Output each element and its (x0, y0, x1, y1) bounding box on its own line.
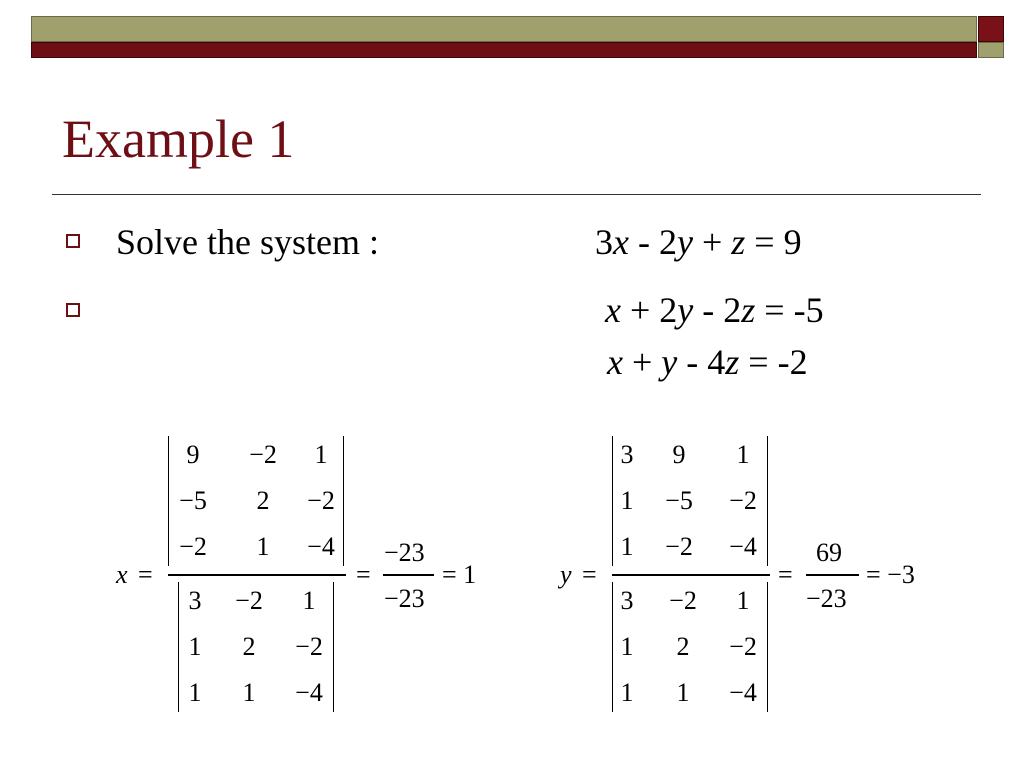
title-divider (52, 194, 981, 195)
fraction-bar (806, 574, 859, 576)
fraction-numerator: 69 (816, 538, 842, 567)
bullet-square-icon (66, 303, 80, 317)
matrix-cell: 1 (314, 440, 328, 469)
matrix-cell: −2 (249, 440, 277, 469)
matrix-cell: −2 (295, 632, 323, 661)
header-olive-square (978, 42, 1004, 58)
variable-y: y (560, 560, 572, 589)
matrix-cell: 1 (736, 440, 750, 469)
matrix-cell: 1 (620, 486, 634, 515)
matrix-cell: −4 (729, 532, 757, 561)
denominator-determinant (178, 582, 334, 712)
matrix-cell: 3 (620, 440, 634, 469)
matrix-cell: 9 (186, 440, 200, 469)
matrix-cell: 1 (736, 586, 750, 615)
matrix-cell: 1 (242, 678, 256, 707)
equals-sign: = (778, 560, 793, 589)
equals-sign: = (138, 560, 153, 589)
equation-3: x + y - 4z = -2 (607, 342, 808, 382)
header-red-bar (31, 42, 977, 58)
header-red-square (978, 16, 1004, 42)
matrix-cell: −5 (179, 486, 207, 515)
denominator-determinant (612, 582, 768, 712)
matrix-cell: 1 (676, 678, 690, 707)
bullet-square-icon (66, 234, 80, 248)
matrix-cell: 3 (188, 586, 202, 615)
equation-1: 3x - 2y + z = 9 (595, 222, 802, 262)
matrix-cell: −5 (665, 486, 693, 515)
result-value: = 1 (442, 560, 477, 589)
matrix-cell: 1 (188, 678, 202, 707)
fraction-denominator: −23 (384, 584, 425, 613)
fraction-bar (168, 574, 346, 576)
matrix-cell: −2 (179, 532, 207, 561)
equals-sign: = (582, 560, 597, 589)
matrix-cell: 2 (676, 632, 690, 661)
slide-title: Example 1 (62, 109, 295, 169)
matrix-cell: 1 (188, 632, 202, 661)
matrix-cell: 1 (620, 678, 634, 707)
matrix-cell: 2 (256, 486, 270, 515)
matrix-cell: 1 (302, 586, 316, 615)
equation-2: x + 2y - 2z = -5 (605, 290, 824, 330)
matrix-cell: −2 (729, 486, 757, 515)
matrix-cell: 1 (620, 632, 634, 661)
matrix-cell: −4 (295, 678, 323, 707)
bullet-text: Solve the system : (116, 222, 379, 262)
numerator-determinant (168, 436, 344, 566)
numerator-determinant (612, 436, 768, 566)
matrix-cell: −2 (669, 586, 697, 615)
result-value: = −3 (866, 560, 915, 589)
matrix-cell: −2 (235, 586, 263, 615)
fraction-bar (612, 574, 770, 576)
matrix-cell: 9 (672, 440, 686, 469)
matrix-cell: −4 (307, 532, 335, 561)
matrix-cell: −2 (665, 532, 693, 561)
variable-x: x (116, 560, 128, 589)
fraction-bar (383, 574, 434, 576)
matrix-cell: −2 (307, 486, 335, 515)
matrix-cell: 3 (620, 586, 634, 615)
header-olive-bar (31, 16, 977, 42)
matrix-cell: −2 (729, 632, 757, 661)
matrix-cell: 1 (620, 532, 634, 561)
matrix-cell: −4 (729, 678, 757, 707)
fraction-numerator: −23 (384, 538, 425, 567)
equals-sign: = (356, 560, 371, 589)
matrix-cell: 2 (242, 632, 256, 661)
matrix-cell: 1 (256, 532, 270, 561)
fraction-denominator: −23 (806, 584, 847, 613)
